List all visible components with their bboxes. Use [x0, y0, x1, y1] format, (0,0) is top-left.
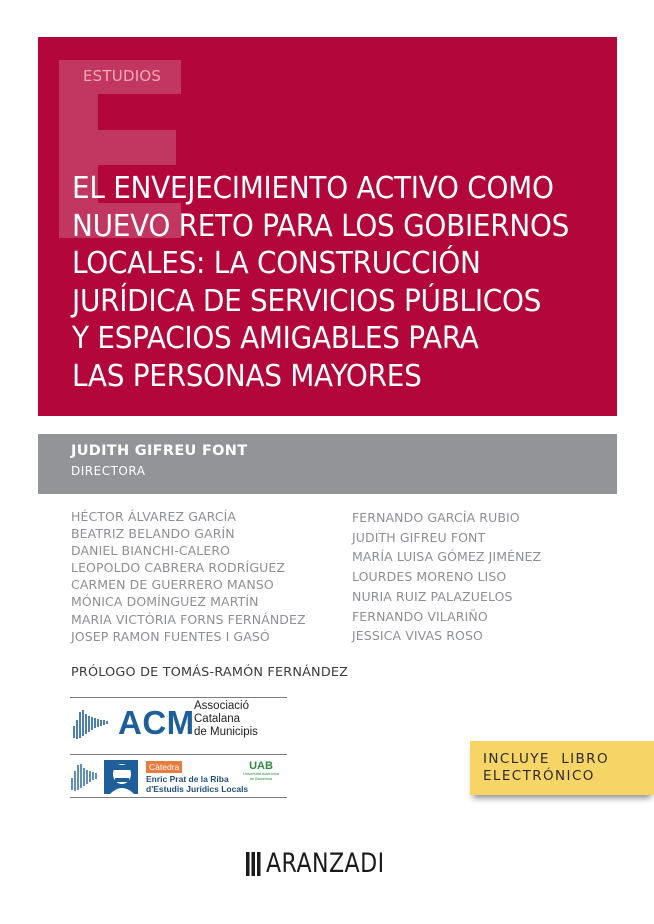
ebook-badge-text — [483, 751, 609, 785]
author-name: JESSICA VIVAS ROSO — [352, 628, 483, 644]
series-label: ESTUDIOS — [83, 67, 162, 85]
director-role: DIRECTORA — [71, 464, 146, 478]
author-name: MARÍA LUISA GÓMEZ JIMÉNEZ — [352, 549, 542, 565]
author-name: LEOPOLDO CABRERA RODRÍGUEZ — [71, 560, 286, 576]
author-name: FERNANDO VILARIÑO — [352, 608, 488, 624]
director-band — [38, 434, 617, 494]
ebook-badge-line: ELECTRÓNICO — [483, 768, 595, 784]
title-line: LAS PERSONAS MAYORES — [72, 358, 422, 394]
publisher-bars-icon — [246, 852, 264, 876]
book-title — [72, 170, 574, 395]
author-name: FERNANDO GARCÍA RUBIO — [352, 510, 520, 525]
catedra-logo — [70, 758, 287, 796]
catedra-name-line: d'Estudis Jurídics Locals — [146, 784, 249, 794]
author-name: MÓNICA DOMÍNGUEZ MARTÍN — [71, 594, 259, 610]
acm-logo — [70, 698, 287, 748]
publisher-name: ARANZADI — [266, 848, 385, 879]
acm-name-line: Associació — [194, 700, 249, 712]
acm-letters: ACM — [118, 704, 195, 741]
authors-list-right — [352, 508, 541, 646]
title-line: LOCALES: LA CONSTRUCCIÓN — [72, 246, 481, 281]
director-name: JUDITH GIFREU FONT — [71, 443, 248, 459]
author-name: DANIEL BIANCHI-CALERO — [71, 543, 231, 559]
uab-logo — [236, 760, 286, 781]
catedra-tag: Càtedra — [146, 761, 182, 773]
title-line: EL ENVEJECIMIENTO ACTIVO COMO — [72, 171, 554, 206]
acm-name-line: Catalana — [194, 713, 241, 725]
acm-wave-icon — [70, 762, 100, 792]
author-name: CARMEN DE GUERRERO MANSO — [71, 577, 274, 593]
acm-wave-icon — [72, 708, 114, 740]
ebook-badge-line: INCLUYE LIBRO — [483, 751, 609, 767]
uab-letters: UAB — [249, 760, 273, 772]
author-name: HÉCTOR ÁLVAREZ GARCÍA — [71, 509, 237, 524]
e-letter-middle-bar-decoration — [98, 130, 176, 165]
catedra-name-line: Enric Prat de la Riba — [146, 774, 229, 784]
author-name: JUDITH GIFREU FONT — [352, 529, 486, 545]
author-name: LOURDES MORENO LISO — [352, 569, 507, 585]
cover-title-block — [38, 37, 617, 416]
title-line: NUEVO RETO PARA LOS GOBIERNOS — [72, 208, 570, 244]
logo-divider — [70, 797, 287, 798]
author-name: NURIA RUIZ PALAZUELOS — [352, 588, 513, 604]
acm-full-name — [194, 700, 289, 739]
title-line: JURÍDICA DE SERVICIOS PÚBLICOS — [72, 283, 542, 319]
uab-subtitle-line: Universitat Autònoma — [242, 772, 280, 776]
authors-list-left — [71, 508, 306, 645]
uab-subtitle-line: de Barcelona — [249, 776, 273, 781]
logo-divider — [70, 754, 287, 755]
portrait-icon — [104, 760, 138, 794]
author-name: BEATRIZ BELANDO GARÍN — [71, 526, 235, 542]
acm-name-line: de Municipis — [194, 726, 258, 738]
author-name: JOSEP RAMON FUENTES I GASÓ — [71, 628, 270, 644]
prologue-credit: PRÓLOGO DE TOMÁS-RAMÓN FERNÁNDEZ — [71, 665, 349, 680]
ebook-included-badge — [470, 741, 654, 795]
title-line: Y ESPACIOS AMIGABLES PARA — [72, 321, 479, 356]
author-name: MARIA VICTÒRIA FORNS FERNÁNDEZ — [71, 611, 306, 627]
